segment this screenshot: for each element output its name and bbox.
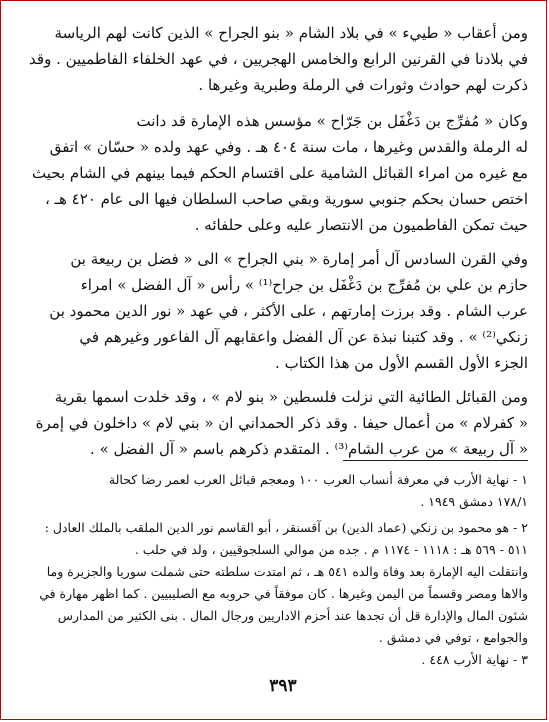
- document-page: [29, 0, 528, 722]
- text-line: له الرملة والقدس وغيرها ، مات سنة ٤٠٤ هـ . وفي عهد ولده « حسّان » اتفق: [49, 138, 528, 156]
- footnote-line: ٥١١ - ٥٦٩ هـ : ١١١٨ - ١١٧٤ م . جده من موالي السلجوقيين ، ولد في حلب .: [134, 542, 528, 557]
- footnote-line: شئون المال والإدارة قل أن تجدها عند أحزم الاداريين ورجال المال . بنى الكثير من المدارس: [57, 608, 528, 623]
- footnote-line: ٢ - هو محمود بن زنكي (عماد الدين) بن آقسنقر ، أبو القاسم نور الدين الملقب بالملك العادل :: [44, 520, 528, 535]
- text-line: مع غيره من امراء القبائل الشامية على اقتسام الحكم فيما بينهم في الشام بحيث: [32, 164, 528, 182]
- footnote-line: والاها ومصر وقسماً من اليمن وغيرها . كان موفقاً في حروبه مع الصليبيين . كما اظهر مهارة في: [39, 586, 528, 601]
- footnote-divider: [343, 460, 528, 461]
- footnote-line: ١ - نهاية الأرب في معرفة أنساب العرب ١٠٠ ومعجم قبائل العرب لعمر رضا كحالة: [108, 472, 528, 487]
- text-line: وفي القرن السادس آل أمر إمارة « بني الجراح » الى « فضل بن ربيعة بن: [70, 250, 528, 268]
- text-line: زنكي⁽²⁾ » . وقد كتبنا نبذة عن آل الفضل واعقابهم آل الفاعور وغيرهم في: [79, 328, 528, 346]
- text-line: حيث تمكن الفاطميون من الانتصار عليه وعلى حلفائه .: [194, 216, 528, 234]
- text-line: الجزء الأول القسم الأول من هذا الكتاب .: [275, 354, 528, 372]
- text-line: حازم بن علي بن مُفرِّج بن دَغْفَل بن جراح⁽¹⁾ » رأس « آل الفضل » امراء: [80, 276, 528, 294]
- text-line: ذكرت لهم حوادث وثورات في الرملة وطبرية وغيرها .: [198, 76, 528, 94]
- footnote-line: وانتقلت اليه الإمارة بعد وفاة والده ٥٤١ هـ ، ثم امتدت سلطته حتى شملت سوريا والجزيرة وما: [46, 564, 528, 579]
- page-number: ٣٩٣: [269, 676, 297, 696]
- text-line: ومن أعقاب « طييء » في بلاد الشام « بنو الجراح » الذين كانت لهم الرياسة: [54, 24, 528, 42]
- text-line: عرب الشام . وقد برزت إمارتهم ، على الأكثر ، في عهد « نور الدين محمود بن: [49, 302, 528, 320]
- text-line: ومن القبائل الطائية التي نزلت فلسطين « بنو لام » ، وقد خلدت اسمها بقرية: [54, 388, 528, 406]
- text-line: « كفرلام » من أعمال حيفا . وقد ذكر الحمداني ان « بني لام » داخلون في إمرة: [35, 414, 528, 432]
- footnote-line: ١٧٨/١ دمشق ١٩٤٩ .: [420, 494, 528, 509]
- text-line: وكان « مُفرِّج بن دَغْفَل بن جَرّاح » مؤسس هذه الإمارة قد دانت: [136, 112, 528, 130]
- footnote-line: ٣ - نهاية الأرب ٤٤٨ .: [421, 652, 528, 667]
- text-line: في بلادنا في القرنين الرابع والخامس الهجريين ، في عهد الخلفاء الفاطميين . وقد: [29, 50, 528, 68]
- text-line: اختص حسان بحكم جنوبي سورية وبقي صاحب السلطان فيها الى عام ٤٢٠ هـ ،: [44, 190, 528, 208]
- text-line: « آل ربيعة » من عرب الشام⁽³⁾ . المتقدم ذكرهم باسم « آل الفضل » .: [90, 440, 528, 458]
- footnote-line: والجوامع ، توفي في دمشق .: [378, 630, 528, 645]
